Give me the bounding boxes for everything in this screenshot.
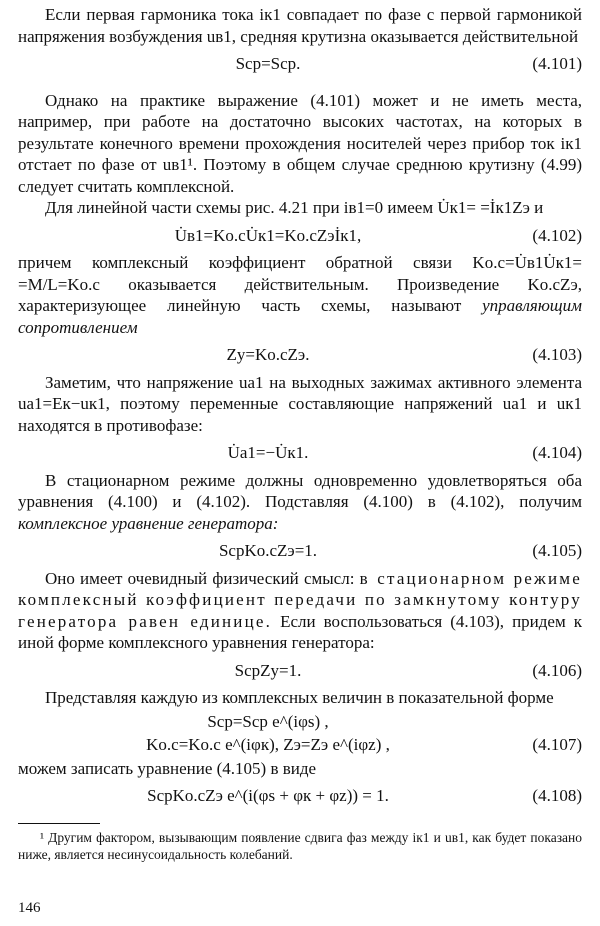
equation-4-105 [18,540,582,562]
paragraph-7-tail: Если воспользоваться (4.103), придем к иной форме комплексного уравнения генератора: [18,611,582,652]
equation-number: (4.105) [532,541,582,560]
paragraph-6-text: В стационарном режиме должны одновременно удовлетворяться оба уравнения (4.100) и (4.102). Подставляя (4.100) в (4.102), получим [18,470,582,511]
equation-number: (4.106) [532,660,582,680]
spaced-emphasis: в стационарном режиме комплексный коэффициент передачи по замкнутому контуру генератора равен единице. [18,568,582,631]
paragraph-7 [18,568,582,654]
paragraph-2: Однако на практике выражение (4.101) может и не иметь места, например, при работе на достаточно высоких частотах, на которых в результате конечного времени прохождения носителей через прибор ток iк1 отстает по фазе от uв1¹. Поэтому в общем случае среднюю крутизну (4.99) следует считать комплексной. [18,90,582,196]
paragraph-9: можем записать уравнение (4.105) в виде [18,758,317,778]
equation-number: (4.103) [532,345,582,364]
equation-number: (4.108) [532,786,582,805]
equation-number: (4.101) [532,54,582,73]
paragraph-6 [18,470,582,535]
equation-body: SсрKо.сZэ e^(i(φs + φк + φz)) = 1. [147,786,389,805]
equation-number: (4.107) [532,735,582,754]
footnote-divider [18,823,100,824]
equation-body: U̇а1=−U̇к1. [227,443,309,462]
equation-4-101 [18,53,582,75]
paragraph-1: Если первая гармоника тока iк1 совпадает по фазе с первой гармоникой напряжения возбуждения uв1, средняя крутизна оказывается действительной [18,5,582,46]
equation-4-108 [18,785,582,807]
footnote: ¹ Другим фактором, вызывающим появление сдвига фаз между iк1 и uв1, как будет показано ниже, является несинусоидальность колебаний. [18,829,582,862]
equation-4-107-line-2 [18,734,582,756]
equation-body: SсрKо.сZэ=1. [218,541,318,560]
paragraph-5: Заметим, что напряжение uа1 на выходных зажимах активного элемента uа1=Eк−uк1, поэтому переменные составляющие напряжений uа1 и uк1 находятся в противофазе: [18,372,582,435]
equation-body: Zу=Kо.сZэ. [226,345,310,364]
paragraph-3: Для линейной части схемы рис. 4.21 при iв1=0 имеем U̇к1= =İк1Zэ и [45,198,544,217]
equation-4-107-line-1 [18,711,582,733]
paragraph-4-text: причем комплексный коэффициент обратной связи Kо.с=U̇в1U̇к1= =M/L=Kо.с оказывается действительным. Произведение Kо.сZэ, характеризующее линейную часть схемы, называют [18,253,582,315]
equation-number: (4.102) [532,225,582,245]
paragraph-8: Представляя каждую из комплексных величин в показательной форме [45,688,554,707]
equation-body: Sср=Sср e^(iφs) , [207,711,329,731]
equation-4-102 [18,225,582,247]
equation-body: Sср=Sср. [235,54,301,73]
paragraph-4 [18,252,582,338]
equation-number: (4.104) [532,443,582,462]
equation-4-106 [18,660,582,682]
equation-body: U̇в1=Kо.сU̇к1=Kо.сZэİк1, [174,225,362,245]
equation-4-104 [18,442,582,464]
page-number: 146 [18,900,41,916]
equation-4-103 [18,344,582,366]
equation-body: Kо.с=Kо.с e^(iφк), Zэ=Zэ e^(iφz) , [146,735,390,754]
term-control-resistance: управляющим сопротивлением [18,296,582,337]
paragraph-7-lead: Оно имеет очевидный физический смысл: [45,568,355,588]
term-generator-equation: комплексное уравнение генератора: [18,513,279,533]
equation-body: SсрZу=1. [234,660,302,680]
